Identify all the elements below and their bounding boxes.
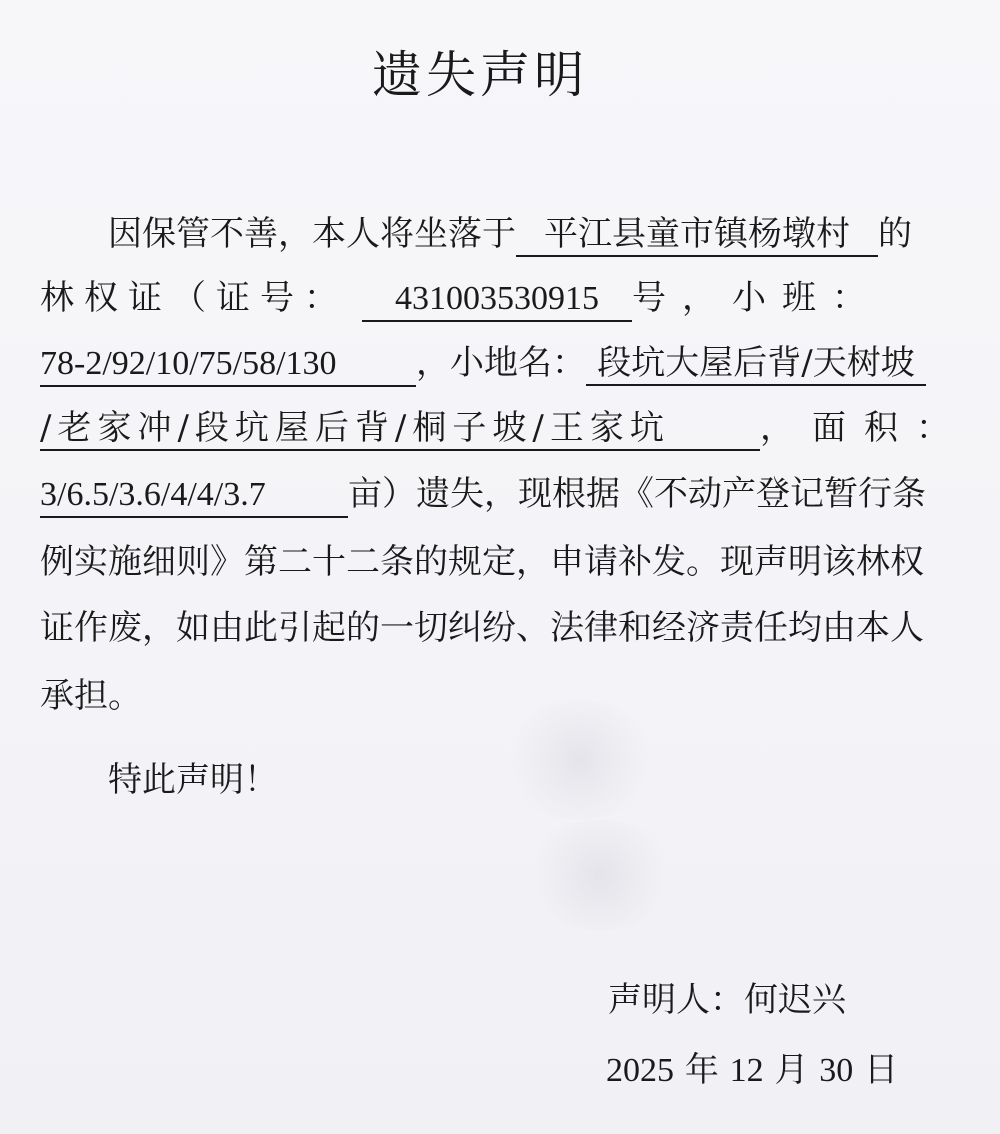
possessive-text: 的 <box>878 214 912 254</box>
area-label: ，面积： <box>760 408 968 448</box>
small-class-field: 78-2/92/10/75/58/130 <box>40 345 416 387</box>
place-names-field: 段坑大屋后背/天树坡 <box>586 344 926 386</box>
paragraph-line-2 <box>40 276 882 322</box>
paragraph-line-3 <box>40 341 926 387</box>
date-year: 2025 <box>606 1052 674 1089</box>
paragraph-line-5 <box>40 472 926 518</box>
liability-text: 证作废，如由此引起的一切纠纷、法律和经济责任均由本人 <box>40 608 924 648</box>
date-day: 30 <box>819 1052 854 1089</box>
place-names-field-continued: /老家冲/段坑屋后背/桐子坡/王家坑 <box>40 409 760 451</box>
location-field: 平江县童市镇杨墩村 <box>516 215 878 257</box>
intro-text: 因保管不善，本人将坐落于 <box>108 214 516 254</box>
closing-statement: 特此声明！ <box>108 760 278 800</box>
loss-statement-text: 亩）遗失，现根据《不动产登记暂行条 <box>348 474 926 514</box>
paragraph-line-8 <box>40 674 142 718</box>
paragraph-line-1 <box>108 212 912 257</box>
place-name-label: ，小地名： <box>416 343 586 383</box>
paper-stain <box>500 700 660 820</box>
small-class-label: 号，小班： <box>632 278 882 318</box>
paragraph-line-7 <box>40 606 924 650</box>
date-month: 12 <box>729 1052 764 1089</box>
declaration-date <box>606 1048 898 1093</box>
declarant-signature: 声明人：何迟兴 <box>608 980 846 1020</box>
date-day-unit: 日 <box>864 1050 899 1090</box>
document-title: 遗失声明 <box>372 46 588 104</box>
cert-label: 林权证（证号： <box>40 278 348 318</box>
paper-stain <box>520 820 680 930</box>
regulation-text: 例实施细则》第二十二条的规定，申请补发。现声明该林权 <box>40 542 924 582</box>
paragraph-line-6 <box>40 540 924 584</box>
bear-text: 承担。 <box>40 676 142 716</box>
paragraph-line-4 <box>40 406 968 451</box>
date-month-unit: 月 <box>774 1050 809 1090</box>
certificate-number: 431003530915 <box>362 280 632 322</box>
area-field: 3/6.5/3.6/4/4/3.7 <box>40 476 348 518</box>
date-year-unit: 年 <box>684 1050 719 1090</box>
